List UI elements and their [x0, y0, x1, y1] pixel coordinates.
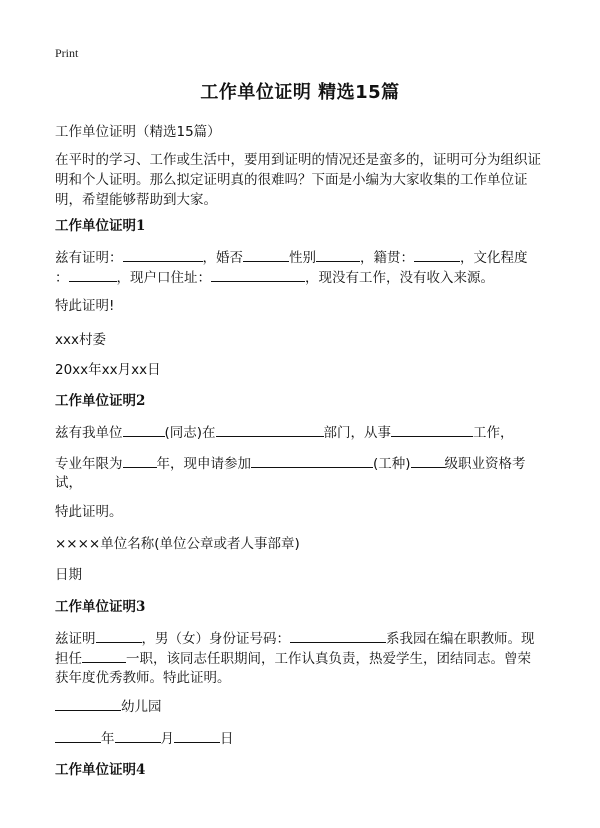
section-3-date [55, 728, 550, 749]
section-2-special: 特此证明。 [55, 504, 123, 520]
s1-label-a: 兹有证明： [55, 250, 123, 266]
blank-field [123, 247, 203, 262]
section-2-line-3: 试， [55, 475, 82, 491]
blank-field [251, 453, 373, 468]
blank-field [123, 422, 165, 437]
s2-label-g: (工种) [373, 456, 411, 472]
s3-label-a: 兹证明 [55, 631, 96, 647]
blank-field [82, 648, 126, 663]
page-title: 工作单位证明 精选15篇 [200, 82, 400, 103]
blank-field [391, 422, 473, 437]
s3-label-c: 系我园在编在职教师。现 [386, 631, 535, 647]
section-3-line-3: 获年度优秀教师。特此证明。 [55, 670, 231, 686]
section-2-line-2 [55, 453, 550, 474]
s3-org-label: 幼儿园 [121, 699, 162, 715]
blank-field [174, 728, 220, 743]
section-2-date: 日期 [55, 567, 82, 583]
blank-field [414, 247, 460, 262]
section-1-org: xxx村委 [55, 332, 106, 348]
s2-label-h: 级职业资格考 [444, 456, 526, 472]
s2-label-b: (同志)在 [164, 425, 216, 441]
section-4-heading: 工作单位证明4 [55, 762, 146, 778]
s1-label-b: ，婚否 [202, 250, 243, 266]
blank-field [96, 628, 142, 643]
intro-paragraph: 在平时的学习、工作或生活中，要用到证明的情况还是蛮多的，证明可分为组织证明和个人证明。那么拟定证明真的很难吗？下面是小编为大家收集的工作单位证明，希望能够帮助到大家。 [55, 152, 541, 208]
s3-year-label: 年 [101, 731, 115, 747]
section-3-line-1 [55, 628, 550, 649]
s2-label-f: 年，现申请参加 [156, 456, 251, 472]
s1-label-c: 性别 [289, 250, 316, 266]
s2-label-d: 工作， [473, 425, 514, 441]
section-3-line-2 [55, 648, 550, 669]
subtitle: 工作单位证明（精选15篇） [55, 124, 221, 140]
blank-field [216, 422, 324, 437]
blank-field [243, 247, 289, 262]
blank-field [290, 628, 386, 643]
section-1-line-1 [55, 247, 550, 268]
s1-label-g: ，现户口住址： [116, 270, 211, 286]
blank-field [123, 453, 157, 468]
section-2-org: ××××单位名称(单位公章或者人事部章) [55, 536, 300, 552]
s1-label-h: ，现没有工作，没有收入来源。 [305, 270, 494, 286]
s1-label-e: ，文化程度 [460, 250, 528, 266]
section-1-line-2 [55, 267, 550, 288]
section-3-org [55, 696, 550, 717]
blank-field [55, 696, 121, 711]
s3-month-label: 月 [160, 731, 174, 747]
section-1-special: 特此证明! [55, 298, 115, 314]
s3-label-d: 担任 [55, 651, 82, 667]
section-1-heading: 工作单位证明1 [55, 218, 146, 234]
print-label: Print [55, 46, 79, 60]
s2-label-c: 部门，从事 [323, 425, 392, 441]
section-2-line-1 [55, 422, 550, 443]
blank-field [115, 728, 161, 743]
s3-label-e: 一职，该同志任职期间，工作认真负责，热爱学生，团结同志。曾荣 [126, 651, 531, 667]
section-1-date: 20xx年xx月xx日 [55, 362, 161, 378]
s2-label-a: 兹有我单位 [55, 425, 123, 441]
blank-field [211, 267, 305, 282]
s2-label-e: 专业年限为 [55, 456, 123, 472]
section-3-heading: 工作单位证明3 [55, 599, 146, 615]
s3-label-b: ，男（女）身份证号码： [141, 631, 290, 647]
blank-field [55, 728, 101, 743]
blank-field [411, 453, 445, 468]
s3-day-label: 日 [220, 731, 234, 747]
section-2-heading: 工作单位证明2 [55, 393, 146, 409]
s1-label-d: ，籍贯： [360, 250, 414, 266]
blank-field [69, 267, 117, 282]
blank-field [316, 247, 360, 262]
s1-label-f: ： [55, 270, 69, 286]
